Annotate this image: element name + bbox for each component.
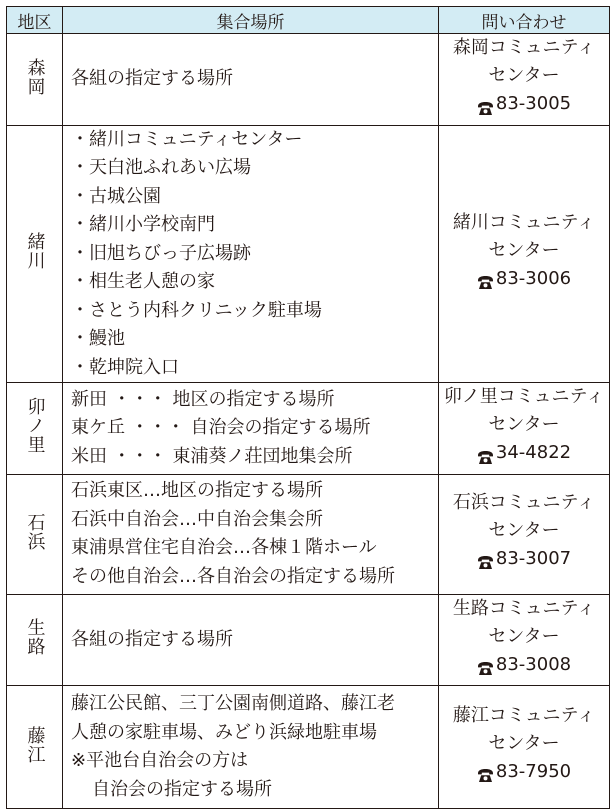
place-item: ・天白池ふれあい広場 xyxy=(71,157,251,178)
area-cell xyxy=(7,686,63,809)
telephone-icon xyxy=(477,551,494,566)
table-row xyxy=(7,34,610,126)
phone-line xyxy=(439,265,609,300)
place-item: ※平池台自治会の方は xyxy=(71,750,249,771)
place-item: 東ケ丘 ・・・ 自治会の指定する場所 xyxy=(71,417,371,438)
place-cell xyxy=(63,383,439,475)
table-row xyxy=(7,383,610,475)
area-cell xyxy=(7,34,63,126)
contact-cell xyxy=(439,474,610,594)
phone-line xyxy=(439,651,609,686)
center-name: 卯ノ里コミュニティ xyxy=(443,386,605,407)
phone-line xyxy=(439,90,609,125)
area-name: 緒川 xyxy=(24,232,46,271)
place-cell xyxy=(63,686,439,809)
place-cell xyxy=(63,474,439,594)
area-name: 生路 xyxy=(24,618,46,657)
place-item: 各組の指定する場所 xyxy=(71,68,233,89)
area-name: 森岡 xyxy=(24,57,46,96)
center-name: 生路コミュニティ xyxy=(452,597,596,619)
place-item: 人憩の家駐車場、みどり浜緑地駐車場 xyxy=(71,721,377,743)
place-item: 米田 ・・・ 東浦葵ノ荘団地集会所 xyxy=(71,445,353,467)
center-name: 森岡コミュニティ xyxy=(452,37,596,58)
table-row xyxy=(7,125,610,383)
center-suffix: センター xyxy=(488,414,560,435)
place-item: ・さとう内科クリニック駐車場 xyxy=(71,299,322,321)
contact-cell xyxy=(439,34,610,126)
area-cell xyxy=(7,594,63,686)
center-name: 藤江コミュニティ xyxy=(452,704,596,726)
phone-line xyxy=(439,758,609,793)
place-item: 東浦県営住宅自治会…各棟１階ホール xyxy=(71,537,377,558)
phone-number[interactable]: 34-4822 xyxy=(495,442,572,463)
contact-cell xyxy=(439,125,610,383)
place-item: 石浜中自治会…中自治会集会所 xyxy=(71,508,323,530)
place-cell xyxy=(63,34,439,126)
center-suffix: センター xyxy=(488,65,560,86)
phone-number[interactable]: 83-3006 xyxy=(495,267,572,289)
place-item: 各組の指定する場所 xyxy=(71,628,233,650)
phone-number[interactable]: 83-3005 xyxy=(495,93,572,114)
place-item: 藤江公民館、三丁公園南側道路、藤江老 xyxy=(71,693,395,714)
place-item: ・鰻池 xyxy=(71,328,125,349)
place-item: ・乾坤院入口 xyxy=(71,356,179,378)
area-cell xyxy=(7,383,63,475)
assembly-place-table xyxy=(6,6,610,809)
place-item: 自治会の指定する場所 xyxy=(92,778,272,800)
place-item: 新田 ・・・ 地区の指定する場所 xyxy=(71,388,335,410)
table-row xyxy=(7,474,610,594)
place-item: ・緒川小学校南門 xyxy=(71,214,215,235)
telephone-icon xyxy=(477,271,494,286)
contact-cell xyxy=(439,686,610,809)
area-name: 藤江 xyxy=(24,725,46,764)
center-suffix: センター xyxy=(488,239,560,261)
phone-number[interactable]: 83-7950 xyxy=(495,760,572,782)
center-name: 石浜コミュニティ xyxy=(452,491,596,513)
center-suffix: センター xyxy=(488,625,560,647)
area-cell xyxy=(7,474,63,594)
phone-number[interactable]: 83-3008 xyxy=(495,653,572,675)
place-cell xyxy=(63,125,439,383)
area-name: 卯ノ里 xyxy=(24,397,46,455)
contact-cell xyxy=(439,594,610,686)
table-row xyxy=(7,594,610,686)
telephone-icon xyxy=(477,97,494,112)
phone-line xyxy=(439,439,609,474)
place-item: ・古城公園 xyxy=(71,185,161,207)
phone-line xyxy=(439,545,609,580)
place-item: ・相生老人憩の家 xyxy=(71,271,215,292)
place-item: その他自治会…各自治会の指定する場所 xyxy=(71,565,395,587)
header-place: 集合場所 xyxy=(63,7,439,34)
phone-number[interactable]: 83-3007 xyxy=(495,547,572,569)
place-item: ・旧旭ちびっ子広場跡 xyxy=(71,242,251,264)
header-contact: 問い合わせ xyxy=(439,7,610,34)
telephone-icon xyxy=(477,657,494,672)
place-item: ・緒川コミュニティセンター xyxy=(71,128,303,150)
center-suffix: センター xyxy=(488,732,560,754)
contact-cell xyxy=(439,383,610,475)
place-item: 石浜東区…地区の指定する場所 xyxy=(71,480,323,501)
place-cell xyxy=(63,594,439,686)
header-area: 地区 xyxy=(7,7,63,34)
area-name: 石浜 xyxy=(24,512,46,551)
area-cell xyxy=(7,125,63,383)
header-row xyxy=(7,7,610,34)
center-name: 緒川コミュニティ xyxy=(452,211,596,233)
telephone-icon xyxy=(477,446,494,461)
table-row xyxy=(7,686,610,809)
center-suffix: センター xyxy=(488,519,560,541)
telephone-icon xyxy=(477,764,494,779)
